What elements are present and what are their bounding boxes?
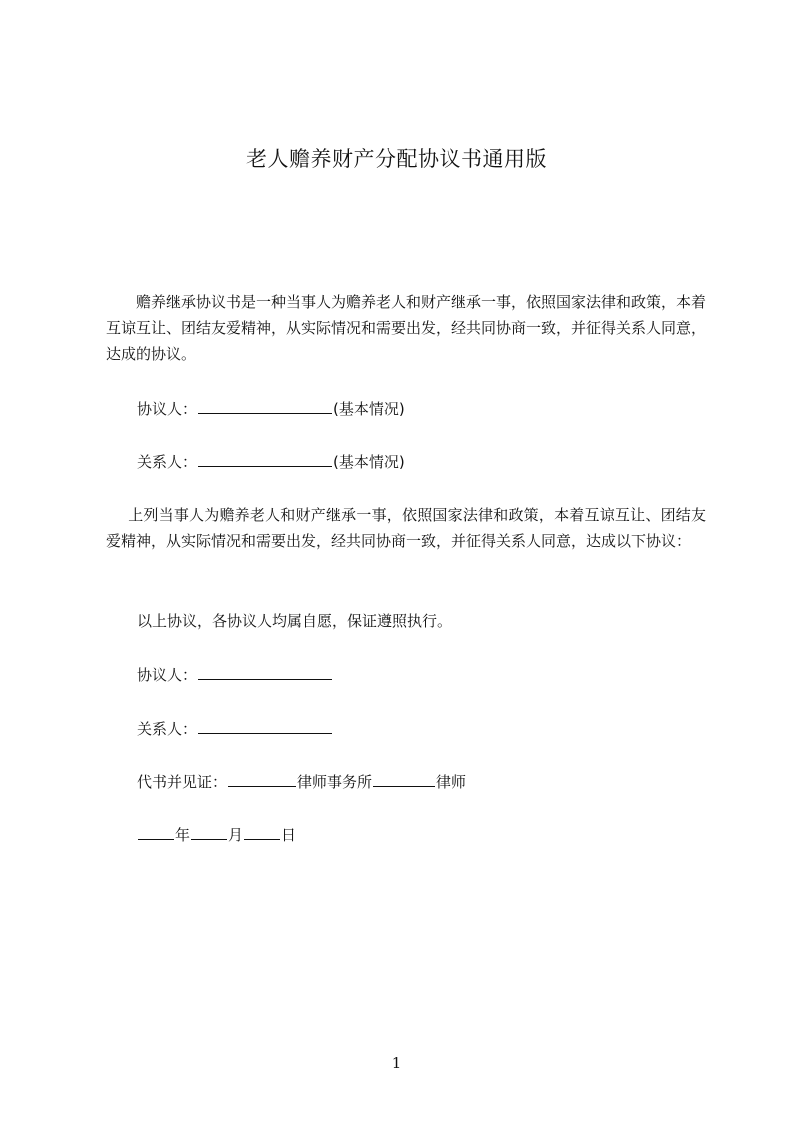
- month-blank: [191, 823, 227, 840]
- witness-firm: 律师事务所: [297, 773, 373, 791]
- intro-paragraph: [106, 289, 706, 367]
- party1-blank: [198, 397, 332, 414]
- party2-blank: [198, 450, 332, 467]
- party1-line: [137, 396, 405, 422]
- party2-line: [137, 449, 405, 475]
- closing-line: 以上协议，各协议人均属自愿，保证遵照执行。: [137, 612, 453, 630]
- sign2-label: 关系人：: [137, 720, 198, 738]
- date-month: 月: [228, 826, 244, 844]
- body-text: 上列当事人为赡养老人和财产继承一事，依照国家法律和政策，本着互谅互让、团结友爱精神，从实际情况和需要出发，经共同协商一致，并征得关系人同意，达成以下协议：: [106, 506, 706, 550]
- party2-label: 关系人：: [137, 453, 198, 471]
- witness-lawyer-blank: [373, 770, 435, 787]
- body-paragraph: [106, 502, 706, 554]
- sign1-blank: [198, 663, 332, 680]
- party1-label: 协议人：: [137, 400, 198, 418]
- party1-note: (基本情况): [333, 400, 405, 418]
- sign1-line: [137, 662, 333, 688]
- sign2-line: [137, 716, 333, 742]
- intro-text: 赡养继承协议书是一种当事人为赡养老人和财产继承一事，依照国家法律和政策，本着互谅互让、团结友爱精神，从实际情况和需要出发，经共同协商一致，并征得关系人同意，达成的协议。: [106, 293, 707, 363]
- year-blank: [138, 823, 174, 840]
- date-year: 年: [175, 826, 191, 844]
- witness-lawyer: 律师: [436, 773, 467, 791]
- day-blank: [244, 823, 280, 840]
- sign1-label: 协议人：: [137, 666, 198, 684]
- document-title: 老人赡养财产分配协议书通用版: [246, 147, 547, 171]
- witness-line: [137, 769, 466, 795]
- date-day: 日: [281, 826, 297, 844]
- party2-note: (基本情况): [333, 453, 405, 471]
- witness-label: 代书并见证：: [137, 773, 228, 791]
- sign2-blank: [198, 717, 332, 734]
- date-line: [137, 822, 296, 848]
- witness-firm-blank: [228, 770, 296, 787]
- page-number: 1: [391, 1054, 402, 1072]
